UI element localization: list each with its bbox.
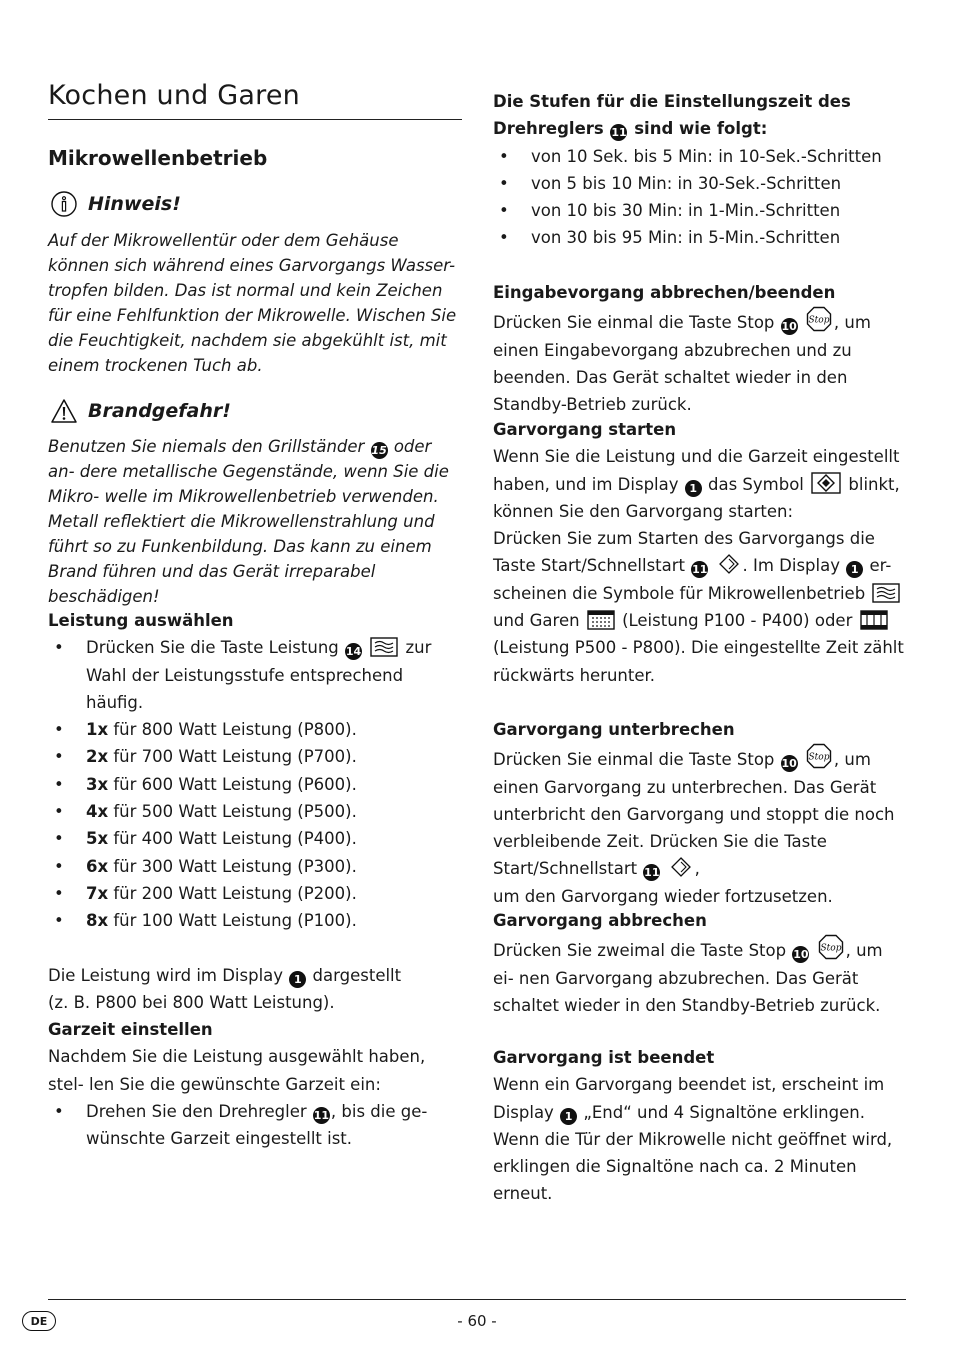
starten-p1-b: das Symbol [708,474,804,494]
level-mult: 4x [86,802,109,822]
eingabe-text-a: Drücken Sie einmal die Taste Stop [493,313,775,333]
microwave-mode-icon [872,583,900,603]
note-text [48,228,462,378]
list-item [48,825,462,852]
list-item [48,907,462,934]
start-symbol-icon [811,472,841,494]
ref-number: 14 [345,645,362,659]
unterbrechen-heading: Garvorgang unterbrechen [493,720,735,739]
beendet-section [493,1044,913,1208]
ref-number: 11 [692,563,708,577]
garzeit-list [48,1098,448,1153]
eingabe-text-b: , um einen Eingabevorgang abzubrechen und zu beenden. Das Gerät schaltet wieder in den Standby-Betrieb zurück. [493,313,871,415]
display-note-b: dargestellt [312,965,402,985]
eingabe-heading: Eingabevorgang abbrechen/beenden [493,283,836,302]
ref-number: 15 [371,444,387,457]
level-text: für 500 Watt Leistung (P500). [113,802,357,822]
warning-text-b: oder an- dere metallische Gegenstände, wenn Sie die Mikro- welle im Mikrowellenbetrieb verwenden. Metall reflektiert die Mikrowellenstrahlung und führt so zu Funkenbildung. Das kann zu einem Brand führen und das Gerät irreparabel beschädigen! [48,437,449,606]
level-text: für 600 Watt Leistung (P600). [113,774,357,794]
ref-number: 1 [685,480,702,497]
unterbrechen-b: , um einen Garvorgang zu unterbrechen. Das Gerät unterbricht den Garvorgang und stoppt die noch verbleibende Zeit. Drücken Sie die Taste Start/Schnellstart [493,750,895,879]
abbrechen-heading: Garvorgang abbrechen [493,911,707,930]
list-item: • von 10 bis 30 Min: in 1-Min.-Schritten [493,197,903,224]
list-item [48,880,462,907]
starten-p1-a: Wenn Sie die Leistung und die Garzeit eingestellt haben, und im Display [493,447,900,494]
unterbrechen-section [493,716,905,910]
level-mult: 5x [86,829,109,849]
display-note [48,962,462,1017]
unterbrechen-d: um den Garvorgang wieder fortzusetzen. [493,886,833,906]
cooking-low-icon [587,610,615,630]
garzeit-text: Nachdem Sie die Leistung ausgewählt haben, stel- len Sie die gewünschte Garzeit ein: [48,1047,426,1094]
list-item [48,798,462,825]
list-item [48,634,462,716]
list-item [48,771,462,798]
warning-text-a: Benutzen Sie niemals den Grillständer [48,437,365,456]
ref-number: 11 [313,1108,330,1122]
ref-number: 1 [560,1108,577,1125]
level-text: für 100 Watt Leistung (P100). [113,911,357,931]
beendet-a: Wenn ein Garvorgang beendet ist, erscheint im Display [493,1075,885,1122]
starten-section [493,416,905,689]
level-text: für 800 Watt Leistung (P800). [113,720,357,740]
stop-icon [806,306,832,332]
display-note-a: Die Leistung wird im Display [48,965,284,985]
ref-number: 11 [644,866,660,880]
abbrechen-a: Drücken Sie zweimal die Taste Stop [493,941,787,961]
warning-heading [48,398,231,424]
stufen-list [493,143,903,252]
list-item: • von 30 bis 95 Min: in 5-Min.-Schritten [493,224,903,251]
garzeit-bullet-b: , bis die ge- wünschte Garzeit eingestellt ist. [86,1101,428,1149]
display-note-c: (z. B. P800 bei 800 Watt Leistung). [48,992,335,1012]
note-paragraph: Auf der Mikrowellentür oder dem Gehäuse können sich während eines Garvorgangs Wasser- tropfen bilden. Das ist normal und kein Zeichen für eine Fehlfunktion der Mikrowelle. Wischen Sie die Feuchtigkeit, nachdem sie abgekühlt ist, mit einem trockenen Tuch ab. [48,231,457,375]
starten-p2-a: Drücken Sie zum Starten des Garvorgangs die Taste Start/Schnellstart [493,529,875,576]
warning-heading-label: Brandgefahr! [88,400,231,422]
stufen-heading-b: sind wie folgt: [634,119,768,139]
power-level-icon [370,637,398,657]
garzeit-section [48,1016,448,1152]
info-icon [50,190,78,218]
leistung-section [48,607,462,1016]
unterbrechen-text [493,743,905,910]
title-rule [48,119,462,120]
warning-paragraph [48,434,462,609]
leistung-first-a: Drücken Sie die Taste Leistung [86,638,339,658]
page-number: - 60 - [457,1312,497,1330]
leistung-heading: Leistung auswählen [48,611,234,630]
beendet-b: „End“ und 4 Signaltöne erklingen. Wenn die Tür der Mikrowelle nicht geöffnet wird, erklingen die Signaltöne nach ca. 2 Minuten erneut. [493,1102,893,1204]
stop-icon [806,743,832,769]
language-badge: DE [22,1311,56,1331]
cooking-high-icon [860,610,888,630]
warning-triangle-icon [50,398,78,424]
ref-number: 11 [611,126,627,140]
ref-number: 1 [289,971,306,988]
unterbrechen-c: , [694,859,700,879]
stufen-heading [493,88,903,143]
beendet-text [493,1071,913,1207]
garzeit-bullet-a: Drehen Sie den Drehregler [86,1101,307,1121]
note-heading-label: Hinweis! [88,193,181,215]
beendet-heading: Garvorgang ist beendet [493,1048,715,1067]
unterbrechen-a: Drücken Sie einmal die Taste Stop [493,750,775,770]
start-diamond-icon [669,856,693,878]
footer-rule [48,1299,906,1300]
starten-text-1 [493,443,905,525]
abbrechen-text [493,934,905,1019]
ref-number: 10 [781,757,797,771]
level-mult: 1x [86,720,109,740]
level-text: für 700 Watt Leistung (P700). [113,747,357,767]
ref-number: 10 [793,948,809,962]
list-item: • von 5 bis 10 Min: in 30-Sek.-Schritten [493,170,903,197]
level-text: für 200 Watt Leistung (P200). [113,883,357,903]
ref-number: 10 [781,320,797,334]
leistung-first-b: zur Wahl der Leistungsstufe entsprechend häufig. [86,638,432,712]
level-mult: 6x [86,856,109,876]
section-title: Mikrowellenbetrieb [48,146,268,170]
level-text: für 300 Watt Leistung (P300). [113,856,357,876]
leistung-list [48,634,462,934]
level-mult: 2x [86,747,109,767]
eingabe-text [493,306,905,418]
starten-p2-e: (Leistung P100 - P400) oder [622,611,853,631]
stop-icon-label: Stop [820,943,842,954]
stufen-section [493,88,903,252]
starten-text-2 [493,525,905,689]
warning-text [48,434,462,609]
list-item [48,743,462,770]
list-item [48,1098,448,1153]
starten-p1-c: blinkt, können Sie den Garvorgang starten: [493,474,900,521]
level-text: für 400 Watt Leistung (P400). [113,829,357,849]
stop-icon-label: Stop [808,752,830,763]
abbrechen-b: , um ei- nen Garvorgang abzubrechen. Das Gerät schaltet wieder in den Standby-Betrieb zurück. [493,941,883,1015]
list-item [48,853,462,880]
stop-icon-label: Stop [808,315,830,326]
level-mult: 7x [86,883,109,903]
starten-p2-c: er- scheinen die Symbole für Mikrowellenbetrieb [493,556,892,603]
start-diamond-icon [717,553,741,575]
ref-number: 1 [846,561,863,578]
abbrechen-section [493,907,905,1019]
list-item [48,716,462,743]
page-title: Kochen und Garen [48,80,300,111]
starten-heading: Garvorgang starten [493,420,677,439]
garzeit-heading: Garzeit einstellen [48,1020,213,1039]
starten-p2-d: und Garen [493,611,580,631]
starten-p2-f: (Leistung P500 - P800). Die eingestellte Zeit zählt rückwärts herunter. [493,638,904,685]
level-mult: 3x [86,774,109,794]
note-heading [48,190,181,218]
stop-icon [818,934,844,960]
starten-p2-b: . Im Display [742,556,840,576]
level-mult: 8x [86,911,109,931]
stufen-heading-a: Die Stufen für die Einstellungszeit des Drehreglers [493,92,851,139]
eingabe-section [493,279,905,418]
list-item: • von 10 Sek. bis 5 Min: in 10-Sek.-Schritten [493,143,903,170]
